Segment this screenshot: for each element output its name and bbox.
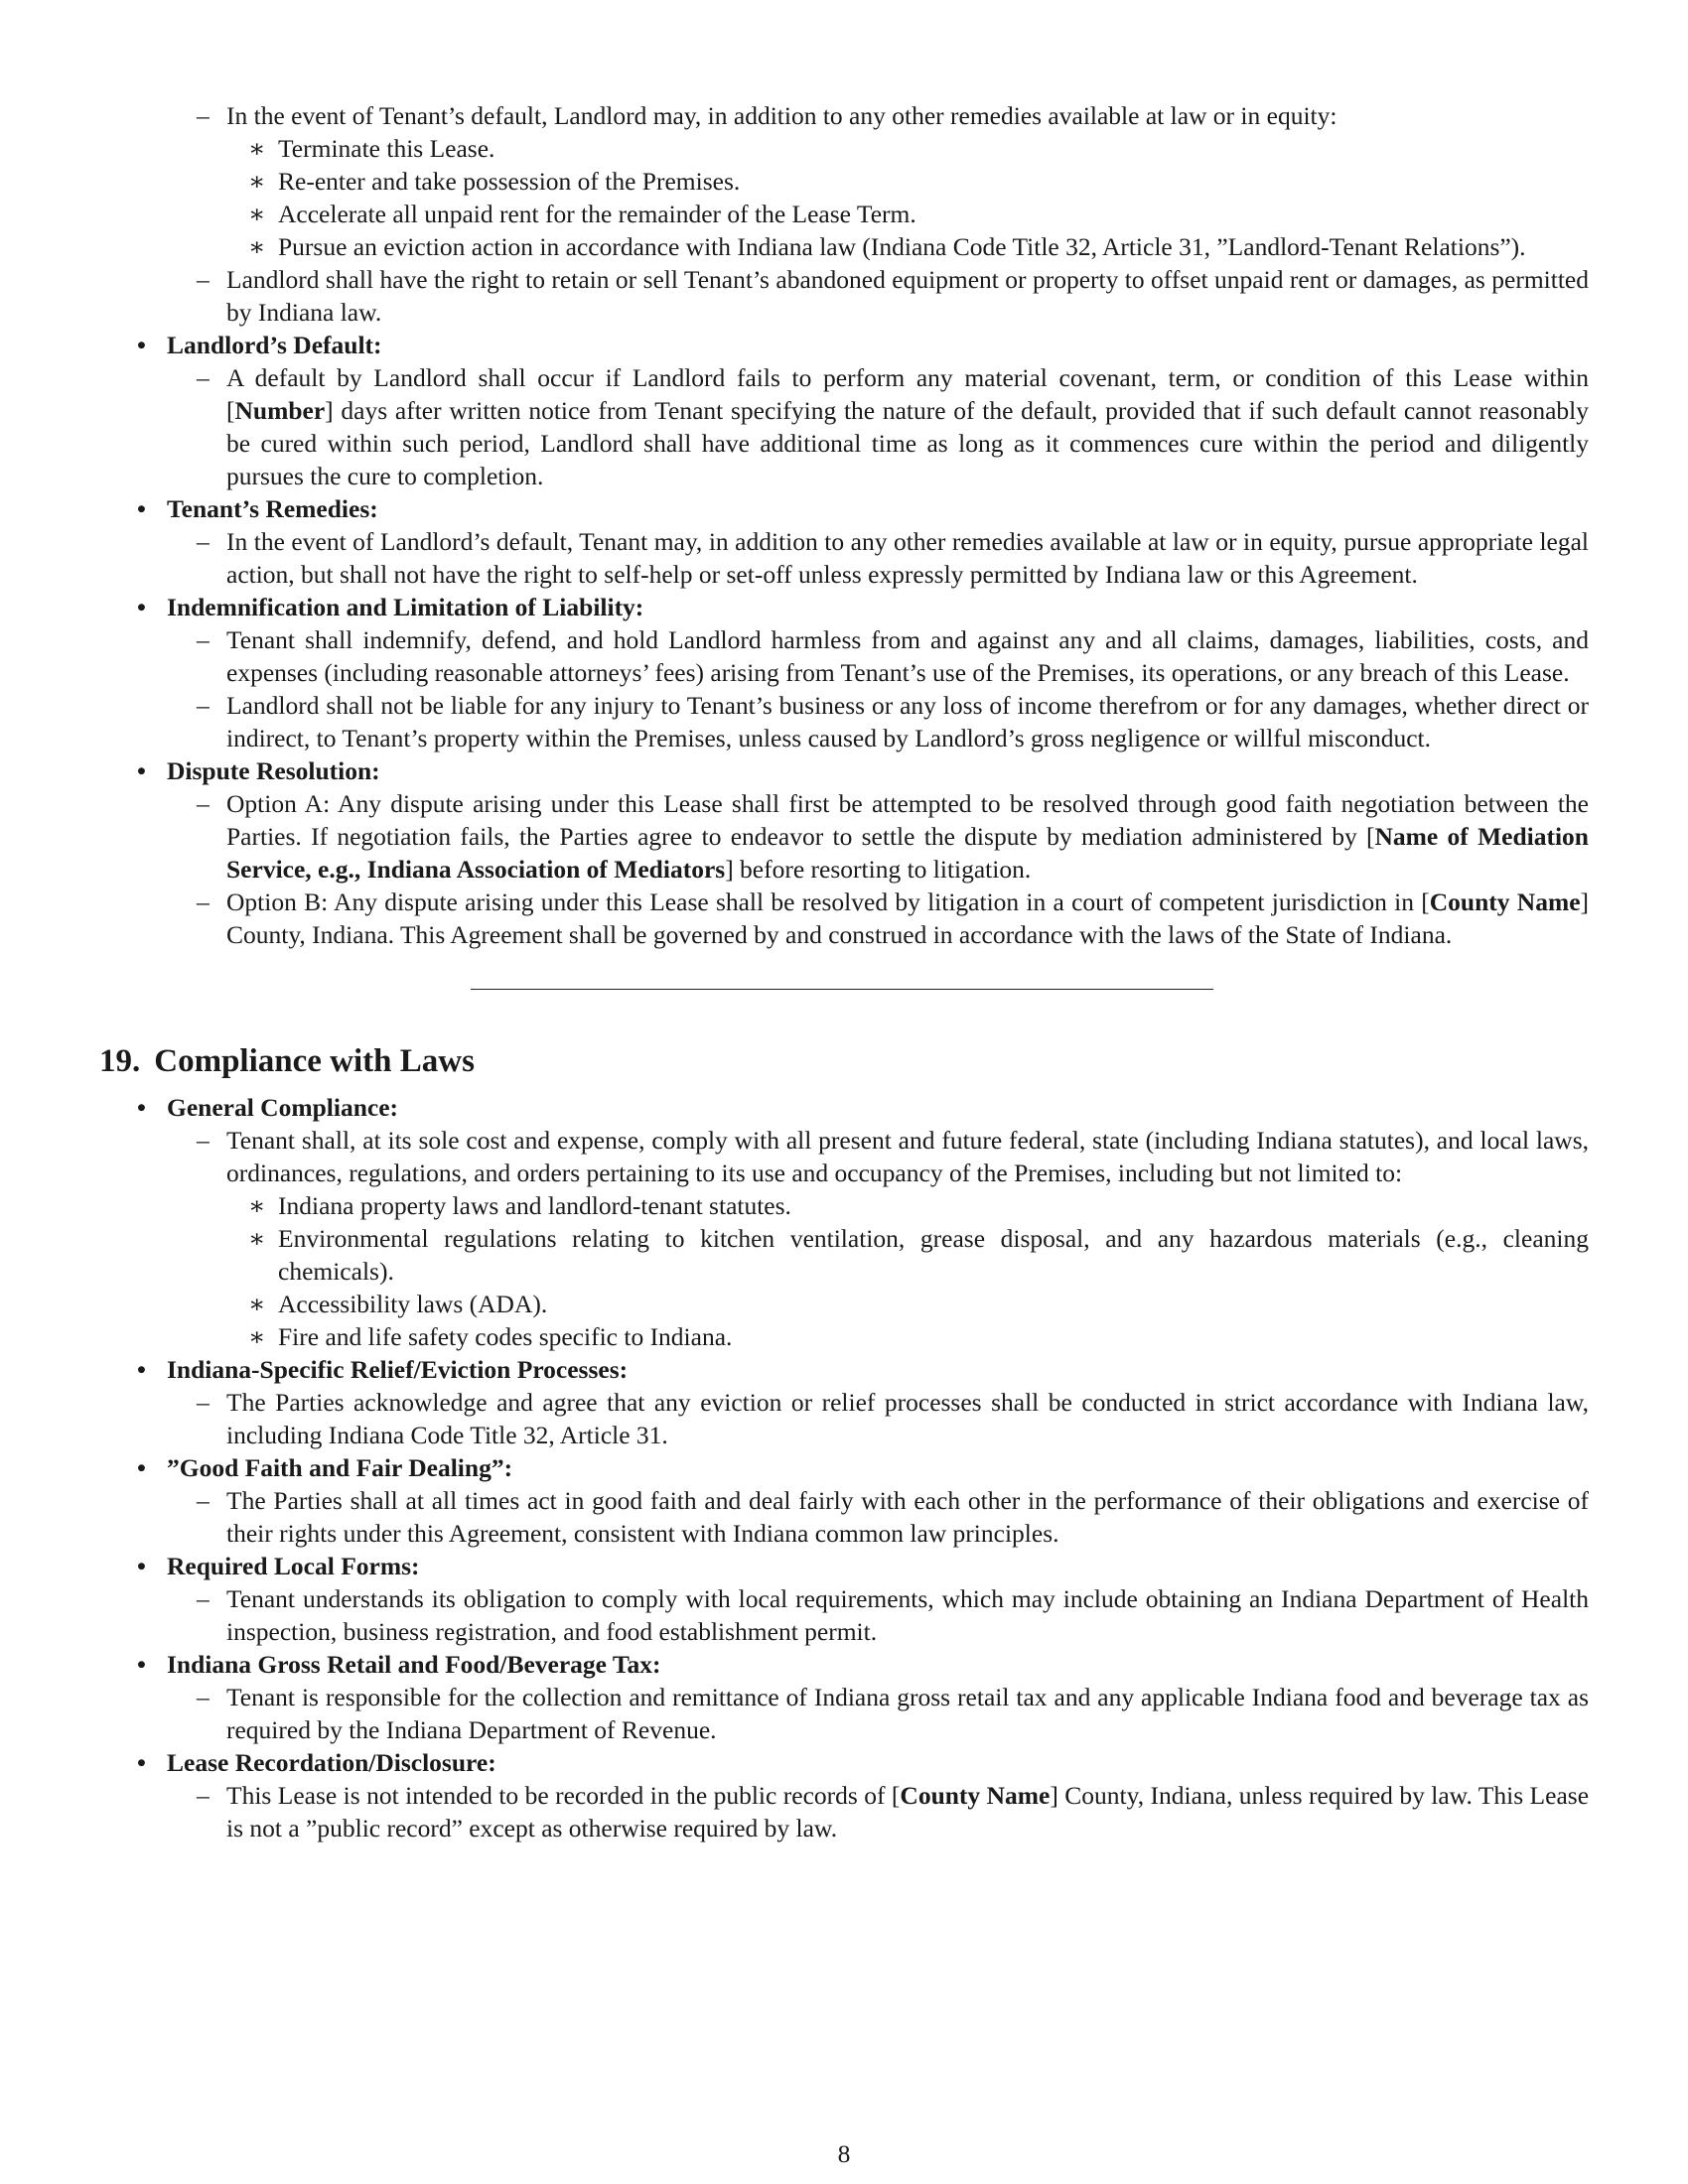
text-segment: Option A: Any dispute arising under this Lease shall first be attempted to be resolved through good faith negotiation between the Parties. If negotiation fails, the Parties agree to endeavor to settle the dispute by mediation administered by [ xyxy=(226,789,1589,851)
compliance-environmental: ∗ Environmental regulations relating to kitchen ventilation, grease disposal, and any hazardous materials (e.g., cleaning chemicals). xyxy=(99,1222,1589,1288)
remedy-terminate: ∗ Terminate this Lease. xyxy=(99,132,1589,165)
dispute-option-b xyxy=(99,886,1589,951)
tenant-remedies-text: – In the event of Landlord’s default, Tenant may, in addition to any other remedies available at law or in equity, pursue appropriate legal action, but shall not have the right to self-help or set-off unless expressly permitted by Indiana law or this Agreement. xyxy=(99,525,1589,591)
local-forms-text: – Tenant understands its obligation to comply with local requirements, which may include obtaining an Indiana Department of Health inspection, business registration, and food establishment permit. xyxy=(99,1582,1589,1648)
page-number: 8 xyxy=(837,2139,851,2168)
tenant-remedies-heading: • Tenant’s Remedies: xyxy=(99,492,1589,525)
remedy-accelerate: ∗ Accelerate all unpaid rent for the remainder of the Lease Term. xyxy=(99,198,1589,230)
text-segment: This Lease is not intended to be recorded in the public records of [ xyxy=(226,1781,901,1810)
section-title-text: Compliance with Laws xyxy=(154,1043,475,1079)
compliance-property-laws: ∗ Indiana property laws and landlord-tenant statutes. xyxy=(99,1189,1589,1222)
local-forms-heading: • Required Local Forms: xyxy=(99,1550,1589,1582)
tenant-default-remedies-intro: – In the event of Tenant’s default, Landlord may, in addition to any other remedies available at law or in equity: xyxy=(99,99,1589,132)
eviction-processes-heading: • Indiana-Specific Relief/Eviction Processes: xyxy=(99,1353,1589,1386)
text-segment: ] County, Indiana. This Agreement shall be governed by and construed in accordance with the laws of the State of Indiana. xyxy=(226,887,1590,949)
indemnification-heading: • Indemnification and Limitation of Liability: xyxy=(99,591,1589,623)
placeholder-number: Number xyxy=(234,396,326,425)
placeholder-mediation-service: Name of Mediation Service, e.g., Indiana Association of Mediators xyxy=(226,822,1589,884)
good-faith-heading: • ”Good Faith and Fair Dealing”: xyxy=(99,1451,1589,1484)
eviction-processes-text: – The Parties acknowledge and agree that any eviction or relief processes shall be conducted in strict accordance with Indiana law, including Indiana Code Title 32, Article 31. xyxy=(99,1386,1589,1451)
section-number: 19. xyxy=(99,1043,141,1079)
indemnification-text-2: – Landlord shall not be liable for any injury to Tenant’s business or any loss of income therefrom or for any damages, whether direct or indirect, to Tenant’s property within the Premises, unless caused by Landlord’s gross negligence or willful misconduct. xyxy=(99,689,1589,754)
tax-heading: • Indiana Gross Retail and Food/Beverage Tax: xyxy=(99,1648,1589,1681)
good-faith-text: – The Parties shall at all times act in good faith and deal fairly with each other in the performance of their obligations and exercise of their rights under this Agreement, consistent with Indiana common law principles. xyxy=(99,1484,1589,1550)
compliance-fire-safety: ∗ Fire and life safety codes specific to Indiana. xyxy=(99,1320,1589,1353)
remedy-reenter: ∗ Re-enter and take possession of the Premises. xyxy=(99,165,1589,198)
text-segment: ] County, Indiana, unless required by law. This Lease is not a ”public record” except as otherwise required by law. xyxy=(226,1781,1590,1843)
text-segment: ] days after written notice from Tenant specifying the nature of the default, provided that if such default cannot reasonably be cured within such period, Landlord shall have additional time as long as it commences cure within the period and diligently pursues the cure to completion. xyxy=(226,396,1589,490)
text-segment: A default by Landlord shall occur if Landlord fails to perform any material covenant, term, or condition of this Lease within [ xyxy=(226,363,1589,425)
landlord-retain-property: – Landlord shall have the right to retain or sell Tenant’s abandoned equipment or property to offset unpaid rent or damages, as permitted by Indiana law. xyxy=(99,263,1589,329)
section-19-title xyxy=(99,1041,1589,1081)
remedy-eviction: ∗ Pursue an eviction action in accordance with Indiana law (Indiana Code Title 32, Article 31, ”Landlord-Tenant Relations”). xyxy=(99,230,1589,263)
recordation-heading: • Lease Recordation/Disclosure: xyxy=(99,1746,1589,1779)
placeholder-county-name: County Name xyxy=(900,1781,1051,1810)
page-content xyxy=(99,99,1589,1844)
dispute-option-a xyxy=(99,787,1589,886)
landlord-default-text xyxy=(99,361,1589,492)
recordation-text xyxy=(99,1779,1589,1844)
text-segment: ] before resorting to litigation. xyxy=(725,855,1032,884)
landlord-default-heading: • Landlord’s Default: xyxy=(99,329,1589,361)
section-divider xyxy=(471,989,1213,990)
general-compliance-heading: • General Compliance: xyxy=(99,1091,1589,1124)
tax-text: – Tenant is responsible for the collection and remittance of Indiana gross retail tax and any applicable Indiana food and beverage tax as required by the Indiana Department of Revenue. xyxy=(99,1681,1589,1746)
general-compliance-text: – Tenant shall, at its sole cost and expense, comply with all present and future federal, state (including Indiana statutes), and local laws, ordinances, regulations, and orders pertaining to its use and occupancy of the Premises, including but not limited to: xyxy=(99,1124,1589,1189)
placeholder-county-name: County Name xyxy=(1429,887,1581,916)
text-segment: Option B: Any dispute arising under this Lease shall be resolved by litigation in a court of competent jurisdiction in [ xyxy=(226,887,1430,916)
dispute-resolution-heading: • Dispute Resolution: xyxy=(99,754,1589,787)
indemnification-text-1: – Tenant shall indemnify, defend, and hold Landlord harmless from and against any and all claims, damages, liabilities, costs, and expenses (including reasonable attorneys’ fees) arising from Tenant’s use of the Premises, its operations, or any breach of this Lease. xyxy=(99,623,1589,689)
compliance-accessibility: ∗ Accessibility laws (ADA). xyxy=(99,1288,1589,1320)
